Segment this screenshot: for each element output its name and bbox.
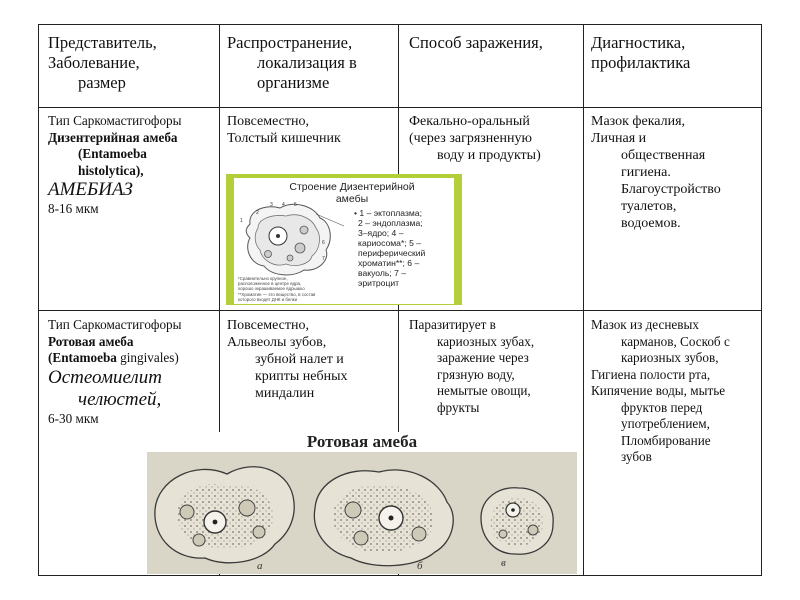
legend-line: периферический — [358, 248, 426, 258]
header-diagnostics: Диагностика, профилактика — [591, 33, 691, 72]
legend-line: хроматин**; 6 – — [358, 258, 420, 268]
amoeba-karyosome — [276, 234, 280, 238]
row2-infection-route: Паразитирует в кариозных зубах, заражение через грязную воду, немытые овощи, фрукты — [409, 317, 535, 415]
footnote-line: расположенное в центре ядра, — [238, 281, 302, 286]
row1-infection-route: Фекально-оральный (через загрязненную воду и продукты) — [409, 114, 541, 163]
header-distribution: Распространение, локализация в организме — [227, 33, 357, 92]
diagram-label: 3 — [270, 202, 273, 208]
oral-amoeba-figure — [147, 432, 577, 574]
oral-amoeba-b-vacuole — [412, 527, 426, 541]
oral-amoeba-title: Ротовая амеба — [306, 432, 418, 451]
diagram-label: 5 — [294, 202, 297, 208]
header-infection-route: Способ заражения, — [409, 33, 543, 52]
amoeba-erythrocyte — [265, 251, 272, 258]
oral-amoeba-b-karyosome — [389, 516, 394, 521]
dysentery-amoeba-svg — [234, 178, 454, 304]
row-divider — [39, 107, 761, 108]
legend-line: кариосома*; 5 – — [358, 238, 422, 248]
diagram-label: 7 — [322, 256, 325, 262]
figure-title-line2: амебы — [335, 193, 369, 205]
legend-line: эритроцит — [358, 278, 400, 288]
oral-amoeba-a-vacuole — [239, 500, 255, 516]
legend-line: 3–ядро; 4 – — [358, 228, 404, 238]
figure-title-line1: Строение Дизентерийной — [289, 181, 415, 193]
oral-amoeba-c-vacuole — [528, 525, 538, 535]
oral-amoeba-a-vacuole — [253, 526, 265, 538]
row1-representative: Тип Саркомастигофоры Дизентерийная амеба (Entamoeba histolytica), АМЕБИАЗ 8-16 мкм — [48, 113, 182, 216]
legend-line: 2 – эндоплазма; — [358, 218, 423, 228]
footnote-line: *Сравнительно крупное, — [238, 276, 288, 281]
oral-amoeba-svg — [147, 452, 577, 574]
oral-amoeba-b-vacuole — [345, 502, 361, 518]
dysentery-amoeba-slide — [234, 178, 454, 304]
row1-diagnostics: Мазок фекалия, Личная и общественная гигиена. Благоустройство туалетов, водоемов. — [591, 114, 721, 231]
oral-amoeba-c-karyosome — [511, 508, 515, 512]
footnote-line: которого входят ДНК и белки — [238, 297, 298, 302]
amoeba-erythrocyte — [300, 226, 308, 234]
diagram-label: 4 — [282, 202, 285, 208]
row2-representative: Тип Саркомастигофоры Ротовая амеба (Entamoeba gingivales) Остеомиелит челюстей, 6-30 мкм — [48, 317, 182, 426]
row-divider — [39, 310, 761, 311]
amoeba-vacuole — [295, 243, 305, 253]
row1-distribution: Повсеместно, Толстый кишечник — [227, 114, 341, 146]
oral-amoeba-a-vacuole — [193, 534, 205, 546]
oral-amoeba-b-vacuole — [354, 531, 368, 545]
footnote-line: хорошо окрашиваемое ядрышко — [238, 286, 305, 291]
oral-amoeba-photo — [147, 452, 577, 574]
oral-amoeba-label-c: в — [501, 557, 506, 569]
legend-line: вакуоль; 7 – — [358, 268, 407, 278]
legend-line: • 1 – эктоплазма; — [354, 208, 422, 218]
header-representative: Представитель, Заболевание, размер — [48, 33, 157, 92]
diagram-label: 1 — [240, 218, 243, 224]
oral-amoeba-c-vacuole — [499, 530, 507, 538]
oral-amoeba-label-a: а — [257, 560, 263, 572]
amoeba-erythrocyte — [287, 255, 293, 261]
oral-amoeba-a-vacuole — [180, 505, 194, 519]
oral-amoeba-a-karyosome — [213, 520, 218, 525]
oral-amoeba-label-b: б — [417, 560, 423, 572]
diagram-label: 2 — [256, 210, 259, 216]
row2-diagnostics: Мазок из десневых карманов, Соскоб с кариозных зубов, Гигиена полости рта, Кипячение воды, мытье фруктов перед употреблением, Пломбирование зубов — [591, 317, 730, 464]
diagram-label: 6 — [322, 240, 325, 246]
row2-distribution: Повсеместно, Альвеолы зубов, зубной налет и крипты небных миндалин — [227, 318, 348, 401]
footnote-line: **Хроматин — это вещество, в состав — [238, 292, 316, 297]
